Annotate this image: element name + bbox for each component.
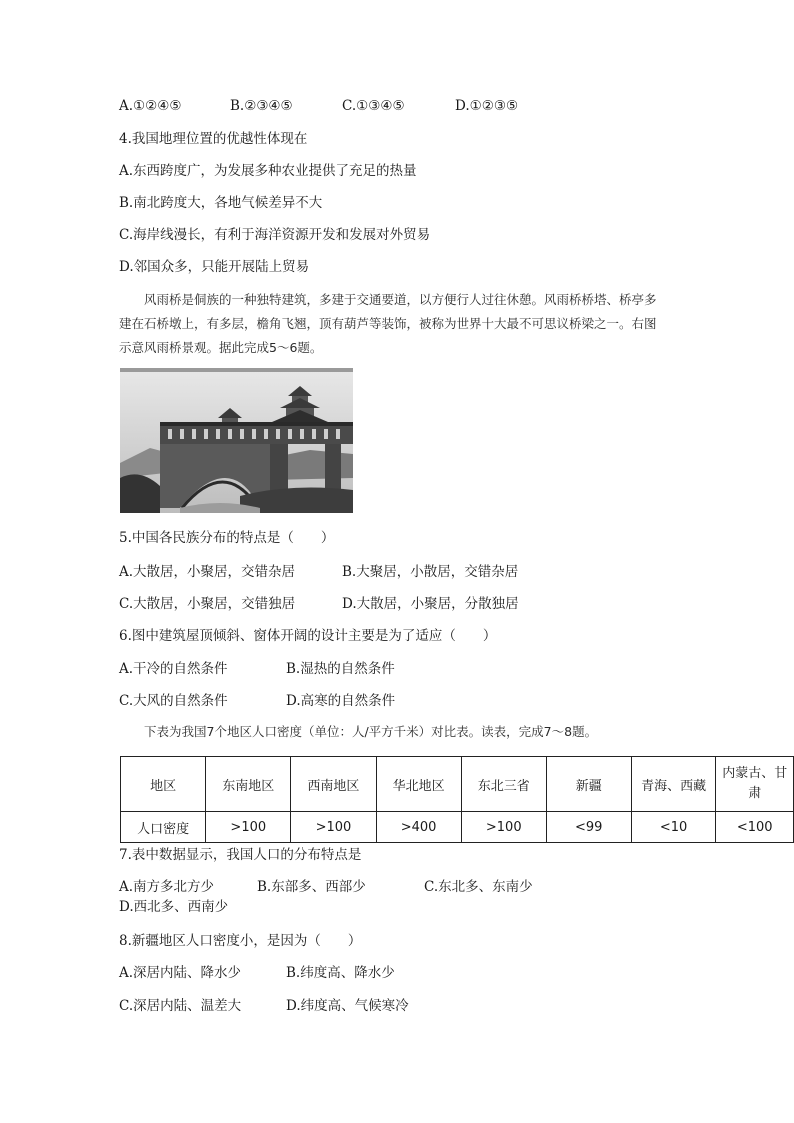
- table-header-cell: 新疆: [546, 757, 631, 812]
- table-cell: <10: [631, 812, 716, 843]
- q5-options-row1: [119, 562, 518, 582]
- q5-option-d: D.大散居，小聚居，分散独居: [342, 596, 519, 612]
- table-cell: >100: [461, 812, 546, 843]
- q8-option-b: B.纬度高、降水少: [286, 965, 395, 981]
- q5-option-b: B.大聚居，小散居，交错杂居: [342, 564, 519, 580]
- q7-option-c: C.东北多、东南少: [424, 879, 533, 895]
- q5-option-c: C.大散居，小聚居，交错独居: [119, 596, 296, 612]
- q3-options: [119, 96, 518, 116]
- q8-stem: 8.新疆地区人口密度小，是因为（ ）: [119, 933, 362, 949]
- table-header-cell: 地区: [121, 757, 206, 812]
- q7-option-a: A.南方多北方少: [119, 879, 215, 895]
- q6-stem: 6.图中建筑屋顶倾斜、窗体开阔的设计主要是为了适应（ ）: [119, 628, 497, 644]
- q3-option-a: A.①②④⑤: [119, 98, 182, 114]
- q6-option-a: A.干冷的自然条件: [119, 661, 228, 677]
- table-header-cell: 东南地区: [206, 757, 291, 812]
- q7-options-row: [119, 877, 679, 917]
- q5-options-row2: [119, 594, 519, 614]
- q3-option-b: B.②③④⑤: [230, 98, 293, 114]
- table-row-label: 人口密度: [121, 812, 206, 843]
- q4-option-c: C.海岸线漫长，有利于海洋资源开发和发展对外贸易: [119, 227, 431, 243]
- q7-option-b: B.东部多、西部少: [257, 879, 366, 895]
- q6-options-row1: [119, 659, 395, 679]
- q6-option-c: C.大风的自然条件: [119, 693, 228, 709]
- q8-options-row1: [119, 963, 395, 983]
- table-row: [121, 812, 794, 843]
- q6-option-d: D.高寒的自然条件: [286, 693, 396, 709]
- q3-option-d: D.①②③⑤: [455, 98, 519, 114]
- table-header-cell: 青海、西藏: [631, 757, 716, 812]
- table-header-row: [121, 757, 794, 812]
- table-header-cell: 华北地区: [376, 757, 461, 812]
- bridge-photo-illustration: [120, 368, 353, 513]
- q4-option-d: D.邻国众多，只能开展陆上贸易: [119, 259, 310, 275]
- population-density-table: [120, 756, 794, 843]
- passage-bridge: 风雨桥是侗族的一种独特建筑，多建于交通要道，以方便行人过往休憩。风雨桥桥塔、桥亭多建在石桥墩上，有多层，檐角飞翘，顶有葫芦等装饰，被称为世界十大最不可思议桥梁之一。右图示意风雨桥景观。据此完成5～6题。: [119, 292, 657, 355]
- passage-table: 下表为我国7个地区人口密度（单位：人/平方千米）对比表。读表，完成7～8题。: [144, 724, 598, 739]
- q5-option-a: A.大散居，小聚居，交错杂居: [119, 564, 296, 580]
- q3-option-c: C.①③④⑤: [342, 98, 405, 114]
- q8-option-c: C.深居内陆、温差大: [119, 998, 242, 1014]
- q4-option-b: B.南北跨度大，各地气候差异不大: [119, 195, 323, 211]
- q6-options-row2: [119, 691, 395, 711]
- table-header-cell: 西南地区: [291, 757, 376, 812]
- table-cell: >400: [376, 812, 461, 843]
- q6-option-b: B.湿热的自然条件: [286, 661, 395, 677]
- q8-option-d: D.纬度高、气候寒冷: [286, 998, 409, 1014]
- q7-stem: 7.表中数据显示，我国人口的分布特点是: [119, 847, 362, 863]
- table-cell: >100: [291, 812, 376, 843]
- q5-stem: 5.中国各民族分布的特点是（ ）: [119, 530, 335, 546]
- table-cell: <100: [716, 812, 794, 843]
- table-cell: <99: [546, 812, 631, 843]
- table-header-cell: 东北三省: [461, 757, 546, 812]
- bridge-photo: [120, 368, 353, 513]
- q8-options-row2: [119, 996, 409, 1016]
- q4-stem: 4.我国地理位置的优越性体现在: [119, 131, 308, 147]
- table-cell: >100: [206, 812, 291, 843]
- q8-option-a: A.深居内陆、降水少: [119, 965, 242, 981]
- q4-option-a: A.东西跨度广，为发展多种农业提供了充足的热量: [119, 163, 417, 179]
- q7-option-d: D.西北多、西南少: [119, 899, 229, 915]
- table-header-cell: 内蒙古、甘肃: [716, 757, 794, 812]
